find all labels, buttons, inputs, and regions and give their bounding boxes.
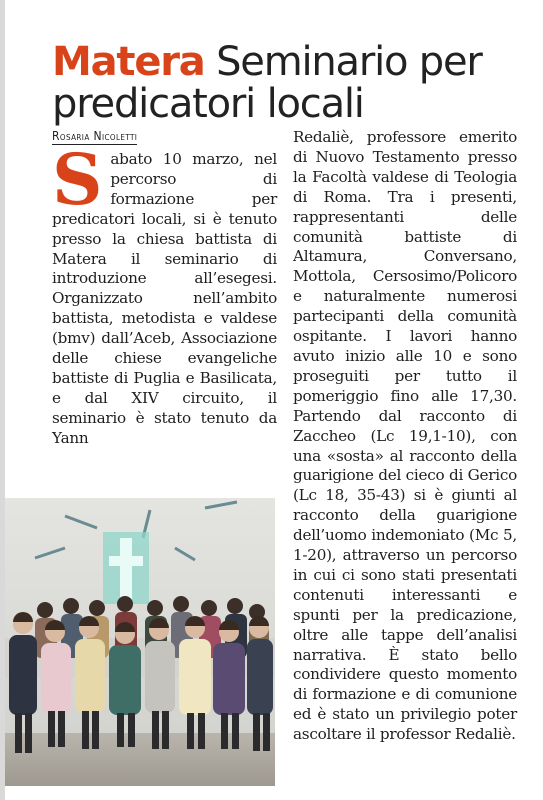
headline bbox=[52, 38, 532, 127]
article-text-1: abato 10 marzo, nel percorso di formazione per predicatori locali, si è tenuto presso la chiesa battista di Matera il seminario di introduzione all’esegesi. Organizzato nell’ambito battista, metodista e valdese (bmv) dall’Aceb, Associazione delle chiese evangeliche battiste di Puglia e Basilicata, e dal XIV circuito, il seminario è stato tenuto da Yann bbox=[52, 150, 277, 447]
headline-title: Seminario per predicatori locali bbox=[52, 38, 482, 127]
headline-kicker: Matera bbox=[52, 38, 205, 85]
group-photo bbox=[5, 498, 275, 786]
group-photo-illustration bbox=[5, 498, 275, 786]
byline: Rosaria Nicoletti bbox=[52, 129, 138, 143]
article-column-2 bbox=[293, 128, 517, 745]
article-column-1 bbox=[52, 138, 277, 449]
drop-cap: S bbox=[52, 138, 103, 221]
article-text-2: Redaliè, professore emerito di Nuovo Testamento presso la Facoltà valdese di Teologia di Roma. Tra i presenti, rappresentanti delle comunità battiste di Altamura, Conversano, Mottola, Cersosimo/Policoro e naturalmente numerosi partecipanti della comunità ospitante. I lavori hanno avuto inizio alle 10 e sono proseguiti per tutto il pomeriggio fino alle 17,30. Partendo dal racconto di Zaccheo (Lc 19,1-10), con una «sosta» al racconto della guarigione del cieco di Gerico (Lc 18, 35-43) si è giunti al racconto della guarigione dell’uomo indemoniato (Mc 5, 1-20), attraverso un percorso in cui ci sono stati presentati contenuti interessanti e spunti per la predicazione, oltre alle tappe dell’analisi narrativa. È stato bello condividere questo momento di formazione e di comunione ed è stato un privilegio poter ascoltare il professor Redaliè. bbox=[293, 128, 518, 744]
